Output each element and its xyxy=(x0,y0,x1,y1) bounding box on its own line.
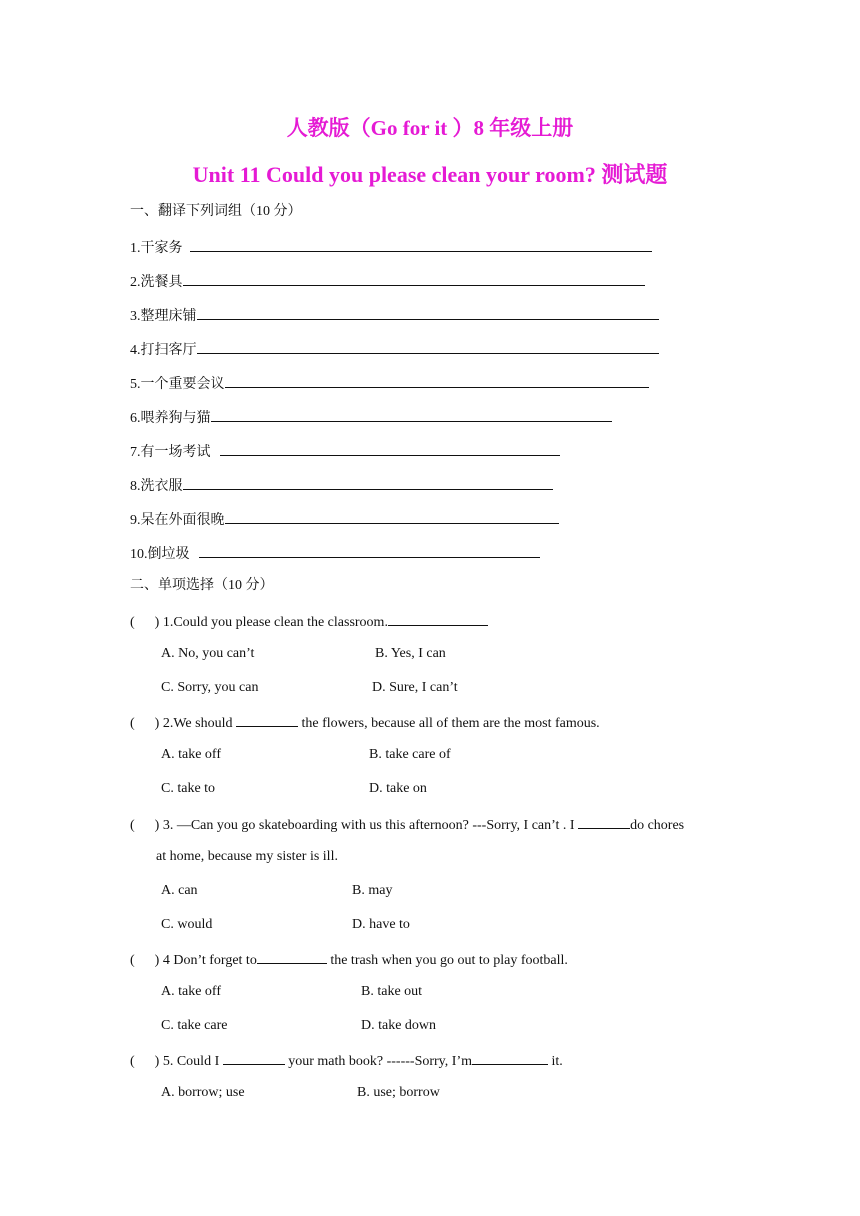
translate-item xyxy=(130,407,612,428)
question-stem-start: 4 Don’t forget to xyxy=(162,953,257,968)
answer-blank[interactable] xyxy=(197,305,659,320)
answer-blank[interactable] xyxy=(388,611,488,626)
translate-label: 4.打扫客厅 xyxy=(130,343,197,358)
translate-label: 8.洗衣服 xyxy=(130,479,183,494)
answer-blank[interactable] xyxy=(257,949,327,964)
question-stem-continued: at home, because my sister is ill. xyxy=(156,849,338,864)
answer-blank[interactable] xyxy=(197,339,659,354)
question-stem-end: the flowers, because all of them are the most famous. xyxy=(301,716,600,731)
question-stem: 1.Could you please clean the classroom. xyxy=(162,615,388,630)
question-3 xyxy=(130,814,684,835)
option-b: B. may xyxy=(352,883,393,898)
answer-paren-close: ) xyxy=(154,818,160,833)
page-title: 人教版（Go for it ）8 年级上册 xyxy=(286,116,574,140)
answer-paren-open: ( xyxy=(130,953,135,968)
question-stem-start: 2.We should xyxy=(162,716,233,731)
question-stem-middle: your math book? ------Sorry, I’m xyxy=(288,1054,472,1069)
question-stem-end: it. xyxy=(551,1054,563,1069)
translate-label: 9.呆在外面很晚 xyxy=(130,513,225,528)
option-a: A. can xyxy=(161,883,198,898)
question-stem-end: do chores xyxy=(630,818,685,833)
answer-paren-close: ) xyxy=(154,953,160,968)
option-b: B. Yes, I can xyxy=(375,646,446,661)
option-c: C. would xyxy=(161,917,213,932)
answer-paren-close: ) xyxy=(154,716,160,731)
translate-item xyxy=(130,475,553,496)
translate-item xyxy=(130,339,659,360)
option-c: C. take care xyxy=(161,1018,228,1033)
answer-blank[interactable] xyxy=(225,373,649,388)
translate-label: 5.一个重要会议 xyxy=(130,377,225,392)
translate-label: 10.倒垃圾 xyxy=(130,547,190,562)
translate-item xyxy=(130,509,559,530)
answer-blank[interactable] xyxy=(211,407,612,422)
translate-item xyxy=(130,237,652,258)
translate-label: 1.干家务 xyxy=(130,241,183,256)
answer-blank[interactable] xyxy=(190,237,652,252)
answer-paren-open: ( xyxy=(130,716,135,731)
option-a: A. borrow; use xyxy=(161,1085,245,1100)
option-d: D. take on xyxy=(369,781,427,796)
translate-item xyxy=(130,543,540,564)
answer-paren-open: ( xyxy=(130,1054,135,1069)
answer-paren-open: ( xyxy=(130,818,135,833)
page-subtitle: Unit 11 Could you please clean your room? 测试题 xyxy=(192,162,668,187)
translate-item xyxy=(130,373,649,394)
question-2 xyxy=(130,712,600,733)
question-1 xyxy=(130,611,488,632)
translate-item xyxy=(130,441,560,462)
section1-heading: 一、翻译下列词组（10 分） xyxy=(130,204,302,219)
option-c: C. Sorry, you can xyxy=(161,680,259,695)
answer-blank[interactable] xyxy=(236,712,298,727)
question-stem-end: the trash when you go out to play football. xyxy=(330,953,568,968)
option-d: D. Sure, I can’t xyxy=(372,680,458,695)
translate-item xyxy=(130,271,645,292)
option-b: B. take care of xyxy=(369,747,451,762)
answer-blank[interactable] xyxy=(578,814,630,829)
question-4 xyxy=(130,949,568,970)
question-5 xyxy=(130,1050,563,1071)
option-a: A. No, you can’t xyxy=(161,646,255,661)
question-stem-start: 3. —Can you go skateboarding with us this afternoon? ---Sorry, I can’t . I xyxy=(162,818,575,833)
question-stem-start: 5. Could I xyxy=(162,1054,220,1069)
option-a: A. take off xyxy=(161,984,221,999)
answer-paren-close: ) xyxy=(154,1054,160,1069)
option-c: C. take to xyxy=(161,781,216,796)
translate-label: 7.有一场考试 xyxy=(130,445,211,460)
translate-label: 3.整理床铺 xyxy=(130,309,197,324)
option-a: A. take off xyxy=(161,747,221,762)
translate-label: 6.喂养狗与猫 xyxy=(130,411,211,426)
answer-blank[interactable] xyxy=(199,543,540,558)
answer-blank[interactable] xyxy=(223,1050,285,1065)
answer-paren-close: ) xyxy=(154,615,160,630)
translate-label: 2.洗餐具 xyxy=(130,275,183,290)
answer-blank[interactable] xyxy=(225,509,559,524)
section2-heading: 二、单项选择（10 分） xyxy=(130,578,274,593)
option-b: B. use; borrow xyxy=(357,1085,440,1100)
translate-item xyxy=(130,305,659,326)
option-b: B. take out xyxy=(361,984,423,999)
answer-blank[interactable] xyxy=(472,1050,548,1065)
answer-blank[interactable] xyxy=(183,271,645,286)
option-d: D. have to xyxy=(352,917,410,932)
option-d: D. take down xyxy=(361,1018,437,1033)
answer-blank[interactable] xyxy=(220,441,560,456)
answer-blank[interactable] xyxy=(183,475,553,490)
answer-paren-open: ( xyxy=(130,615,135,630)
